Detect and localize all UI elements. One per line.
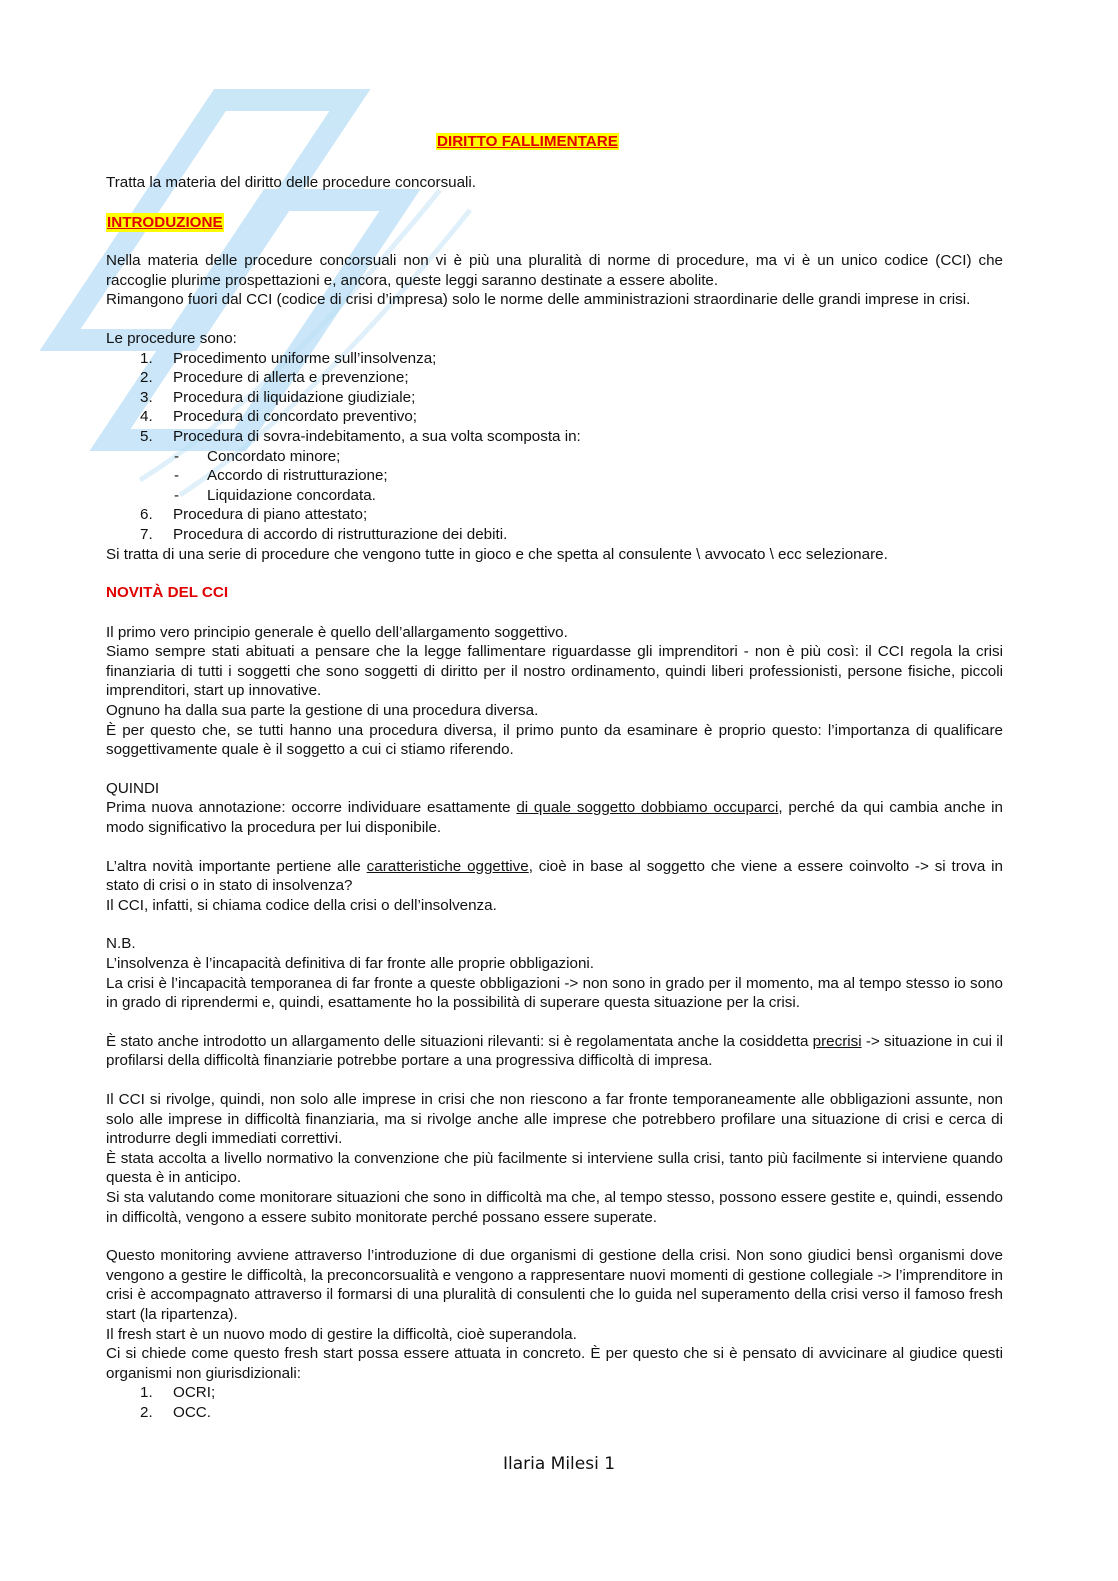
list-item: 4. Procedura di concordato preventivo; <box>140 408 417 426</box>
monitoring-paragraph-3: Ci si chiede come questo fresh start possa essere attuata in concreto. È per questo che si è pensato di avvicinare al giudice questi organismi non giurisdizionali: <box>106 1345 1003 1382</box>
precrisi-paragraph: È stato anche introdotto un allargamento delle situazioni rilevanti: si è regolamentata anche la cosiddetta precrisi -> situazione in cui il profilarsi della difficoltà finanziarie potrebbe portare a una progressiva difficoltà di impresa. <box>106 1032 1004 1070</box>
list-item: 7. Procedura di accordo di ristrutturazione dei debiti. <box>140 525 508 543</box>
list-item: 2. Procedure di allerta e prevenzione; <box>140 369 409 387</box>
heading-introduzione: INTRODUZIONE <box>107 213 223 231</box>
quindi-paragraph: Prima nuova annotazione: occorre individuare esattamente di quale soggetto dobbiamo occuparci, perché da qui cambia anche in modo significativo la procedura per lui disponibile. <box>106 799 1004 837</box>
list-item: 3. Procedura di liquidazione giudiziale; <box>140 388 416 406</box>
procedures-after: Si tratta di una serie di procedure che vengono tutte in gioco e che spetta al consulente \ avvocato \ ecc selezionare. <box>106 545 888 563</box>
list-item: 5. Procedura di sovra-indebitamento, a sua volta scomposta in: <box>140 427 581 445</box>
cci-paragraph-3: Si sta valutando come monitorare situazioni che sono in difficoltà ma che, al tempo stesso, possono essere gestite e, quindi, essendo in difficoltà, vengono a essere subito monitorate perché possano essere superate. <box>106 1188 1003 1226</box>
novita-paragraph-1: Il primo vero principio generale è quello dell’allargamento soggettivo. <box>106 623 568 641</box>
novita-paragraph-3: Ognuno ha dalla sua parte la gestione di una procedura diversa. <box>106 702 539 720</box>
monitoring-paragraph-2: Il fresh start è un nuovo modo di gestire la difficoltà, cioè superandola. <box>106 1325 577 1343</box>
organismi-list <box>106 1383 1003 1422</box>
heading-novita: NOVITÀ DEL CCI <box>106 584 229 602</box>
novita-paragraph-4: È per questo che, se tutti hanno una procedura diversa, il primo punto da esaminare è proprio questo: l’importanza di qualificare soggettivamente quale è il soggetto a cui ci stiamo riferendo. <box>106 721 1003 759</box>
page-footer: Ilaria Milesi 1 <box>502 1454 616 1474</box>
sub-list-item: - Liquidazione concordata. <box>174 486 376 504</box>
quindi-label: QUINDI <box>106 779 160 797</box>
list-item: 2. OCC. <box>140 1403 211 1421</box>
procedures-lead: Le procedure sono: <box>106 329 237 347</box>
nb-label: N.B. <box>106 935 136 953</box>
procedures-list <box>106 349 1003 447</box>
document-title: DIRITTO FALLIMENTARE <box>437 133 618 150</box>
nb-paragraph-2: La crisi è l’incapacità temporanea di far fronte a queste obbligazioni -> non sono in grado per il momento, ma al tempo stesso io sono in grado di riprendermi e, quindi, esattamente ho la possibilità di superare questa situazione per la crisi. <box>106 974 1003 1012</box>
sub-list-item: - Concordato minore; <box>174 447 341 465</box>
nb-paragraph-1: L’insolvenza è l’incapacità definitiva di far fronte alle proprie obbligazioni. <box>106 955 594 972</box>
sub-procedures-list <box>106 447 1003 506</box>
intro-paragraph-2: Rimangono fuori dal CCI (codice di crisi d’impresa) solo le norme delle amministrazioni straordinarie delle grandi imprese in crisi. <box>106 291 971 309</box>
procedures-list-continued <box>106 505 1003 544</box>
cci-paragraph-1: Il CCI si rivolge, quindi, non solo alle imprese in crisi che non riescono a far fronte temporaneamente alle obbligazioni assunte, non solo alle imprese in difficoltà finanziaria, ma si rivolge anche alle imprese che potrebbero profilare una situazione di crisi e cerca di introdurre degli immediati correttivi. <box>106 1090 1003 1148</box>
intro-paragraph-1: Nella materia delle procedure concorsuali non vi è più una pluralità di norme di procedure, ma vi è un unico codice (CCI) che raccoglie plurime prospettazioni e, ancora, queste leggi saranno destinate a essere abolite. <box>106 252 1003 289</box>
novita-paragraph-2: Siamo sempre stati abituati a pensare che la legge fallimentare riguardasse gli imprenditori - non è più così: il CCI regola la crisi finanziaria di tutti i soggetti che sono soggetti di diritto per il nostro ordinamento, quindi liberi professionisti, persone fisiche, piccoli imprenditori, start up innovative. <box>106 643 1003 700</box>
list-item: 1. Procedimento uniforme sull’insolvenza; <box>140 349 437 367</box>
intro-line: Tratta la materia del diritto delle procedure concorsuali. <box>106 174 477 191</box>
list-item: 6. Procedura di piano attestato; <box>140 506 368 524</box>
altra-novita-paragraph-2: Il CCI, infatti, si chiama codice della crisi o dell’insolvenza. <box>106 896 497 914</box>
monitoring-paragraph-1: Questo monitoring avviene attraverso l’introduzione di due organismi di gestione della crisi. Non sono giudici bensì organismi dove vengono a gestire le difficoltà, la preconcorsualità e vengono a rappresentare nuovi momenti di gestione collegiale -> l’imprenditore in crisi è accompagnato attraverso il formarsi di una pluralità di consulenti che lo guida nel superamento della crisi verso il famoso fresh start (la ripartenza). <box>106 1247 1003 1323</box>
document-body <box>106 0 1003 1422</box>
cci-paragraph-2: È stata accolta a livello normativo la convenzione che più facilmente si interviene sulla crisi, tanto più facilmente si interviene quando questa è in anticipo. <box>106 1149 1003 1187</box>
altra-novita-paragraph: L’altra novità importante pertiene alle caratteristiche oggettive, cioè in base al soggetto che viene a essere coinvolto -> si trova in stato di crisi o in stato di insolvenza? <box>106 857 1003 895</box>
list-item: 1. OCRI; <box>140 1384 216 1402</box>
sub-list-item: - Accordo di ristrutturazione; <box>174 467 388 485</box>
